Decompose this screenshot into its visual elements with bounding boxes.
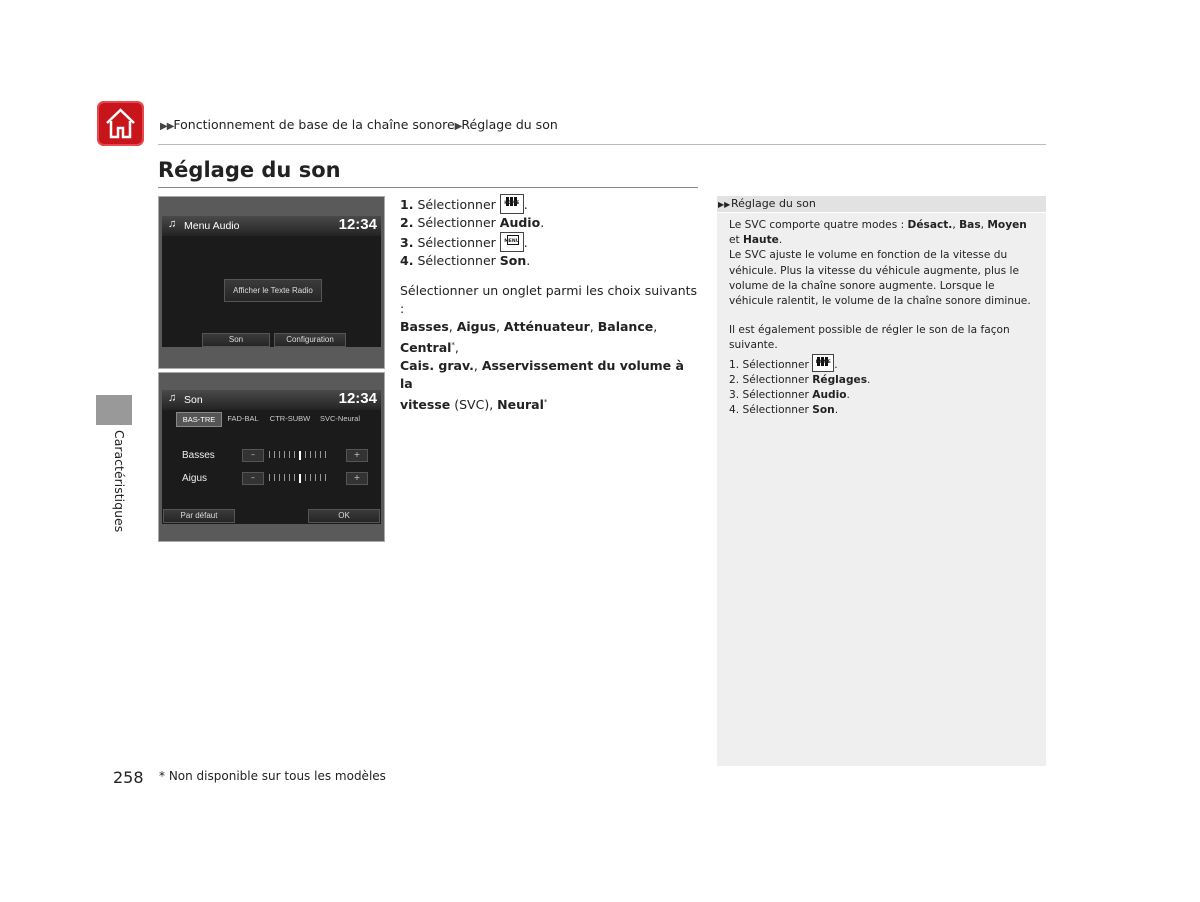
home-button-icon: HOME bbox=[500, 194, 524, 214]
section-tab bbox=[112, 430, 132, 540]
arrow-icon: ▶ bbox=[454, 121, 462, 132]
double-arrow-icon: ▶▶ bbox=[160, 121, 174, 132]
step-4: 4. Sélectionner Son. bbox=[400, 253, 531, 268]
screen-title-bar bbox=[162, 390, 381, 410]
side-note-title: Réglage du son bbox=[731, 197, 816, 210]
bass-minus-button[interactable]: – bbox=[242, 449, 264, 462]
screen-title: Son bbox=[184, 394, 203, 406]
page-title: Réglage du son bbox=[158, 158, 341, 182]
page-number: 258 bbox=[113, 768, 144, 787]
step-2: 2. Sélectionner Audio. bbox=[400, 215, 545, 230]
title-divider bbox=[158, 187, 698, 188]
clock: 12:34 bbox=[338, 216, 377, 233]
default-button[interactable]: Par défaut bbox=[163, 509, 235, 523]
tab-fad-bal[interactable]: FAD-BAL bbox=[227, 414, 259, 423]
header-divider bbox=[158, 144, 1046, 145]
configuration-button[interactable]: Configuration bbox=[274, 333, 346, 347]
screen-menu-audio bbox=[158, 196, 385, 369]
bass-plus-button[interactable]: + bbox=[346, 449, 368, 462]
bass-label: Basses bbox=[182, 450, 215, 461]
treble-level-ticks bbox=[269, 474, 326, 482]
menu-button-icon: MENU bbox=[500, 232, 524, 252]
home-icon[interactable] bbox=[97, 101, 144, 146]
treble-minus-button[interactable]: – bbox=[242, 472, 264, 485]
bass-slider[interactable] bbox=[242, 449, 368, 461]
step-1: 1. Sélectionner HOME . bbox=[400, 194, 544, 214]
music-note-icon: ♫ bbox=[168, 392, 177, 404]
breadcrumb-link-2[interactable]: Réglage du son bbox=[461, 117, 558, 132]
tab-bas-tre[interactable]: BAS-TRE bbox=[176, 412, 222, 427]
breadcrumb bbox=[160, 117, 558, 132]
home-button-icon: HOME bbox=[812, 354, 834, 372]
footnote: * Non disponible sur tous les modèles bbox=[159, 769, 386, 783]
music-note-icon: ♫ bbox=[168, 218, 177, 230]
steps-list bbox=[400, 194, 544, 270]
treble-label: Aigus bbox=[182, 473, 208, 484]
ok-button[interactable]: OK bbox=[308, 509, 380, 523]
side-note-text: Le SVC comporte quatre modes : Désact., Bas, Moyen et Haute. Le SVC ajuste le volume en fonction de la vitesse du véhicule. Plus la vitesse du véhicule augmente, plus le volume de la chaîne sonore augmente. Lorsque le véhicule ralentit, le volume de la chaîne sonore diminue. Il est également possible de régler le son de la façon suivante. 1. Sélectionner HOME . 2. Sélectionner Réglages. 3. Sélectionner Audio. 4. Sélectionner Son. bbox=[729, 219, 1031, 417]
section-tab-marker bbox=[96, 395, 132, 425]
tabs-description: Sélectionner un onglet parmi les choix suivants : Basses, Aigus, Atténuateur, Balance, Central*, Cais. grav., Asservissement du volume à la vitesse (SVC), Neural* bbox=[400, 283, 698, 412]
side-note-header bbox=[717, 196, 1046, 213]
section-tab-label: Caractéristiques bbox=[112, 430, 127, 533]
note-arrow-icon: ▶▶ bbox=[718, 200, 731, 209]
treble-slider[interactable] bbox=[242, 472, 368, 484]
sound-button[interactable]: Son bbox=[202, 333, 270, 347]
show-radio-text-button[interactable]: Afficher le Texte Radio bbox=[224, 279, 322, 302]
screen-title: Menu Audio bbox=[184, 220, 240, 232]
screen-son bbox=[158, 372, 385, 542]
breadcrumb-link-1[interactable]: Fonctionnement de base de la chaîne sonore bbox=[173, 117, 455, 132]
treble-plus-button[interactable]: + bbox=[346, 472, 368, 485]
step-3: 3. Sélectionner MENU . bbox=[400, 232, 544, 252]
tab-svc-neural[interactable]: SVC-Neural bbox=[319, 414, 360, 423]
clock: 12:34 bbox=[338, 390, 377, 407]
bass-level-ticks bbox=[269, 451, 326, 459]
tab-ctr-subw[interactable]: CTR-SUBW bbox=[269, 414, 311, 423]
screen-title-bar bbox=[162, 216, 381, 236]
